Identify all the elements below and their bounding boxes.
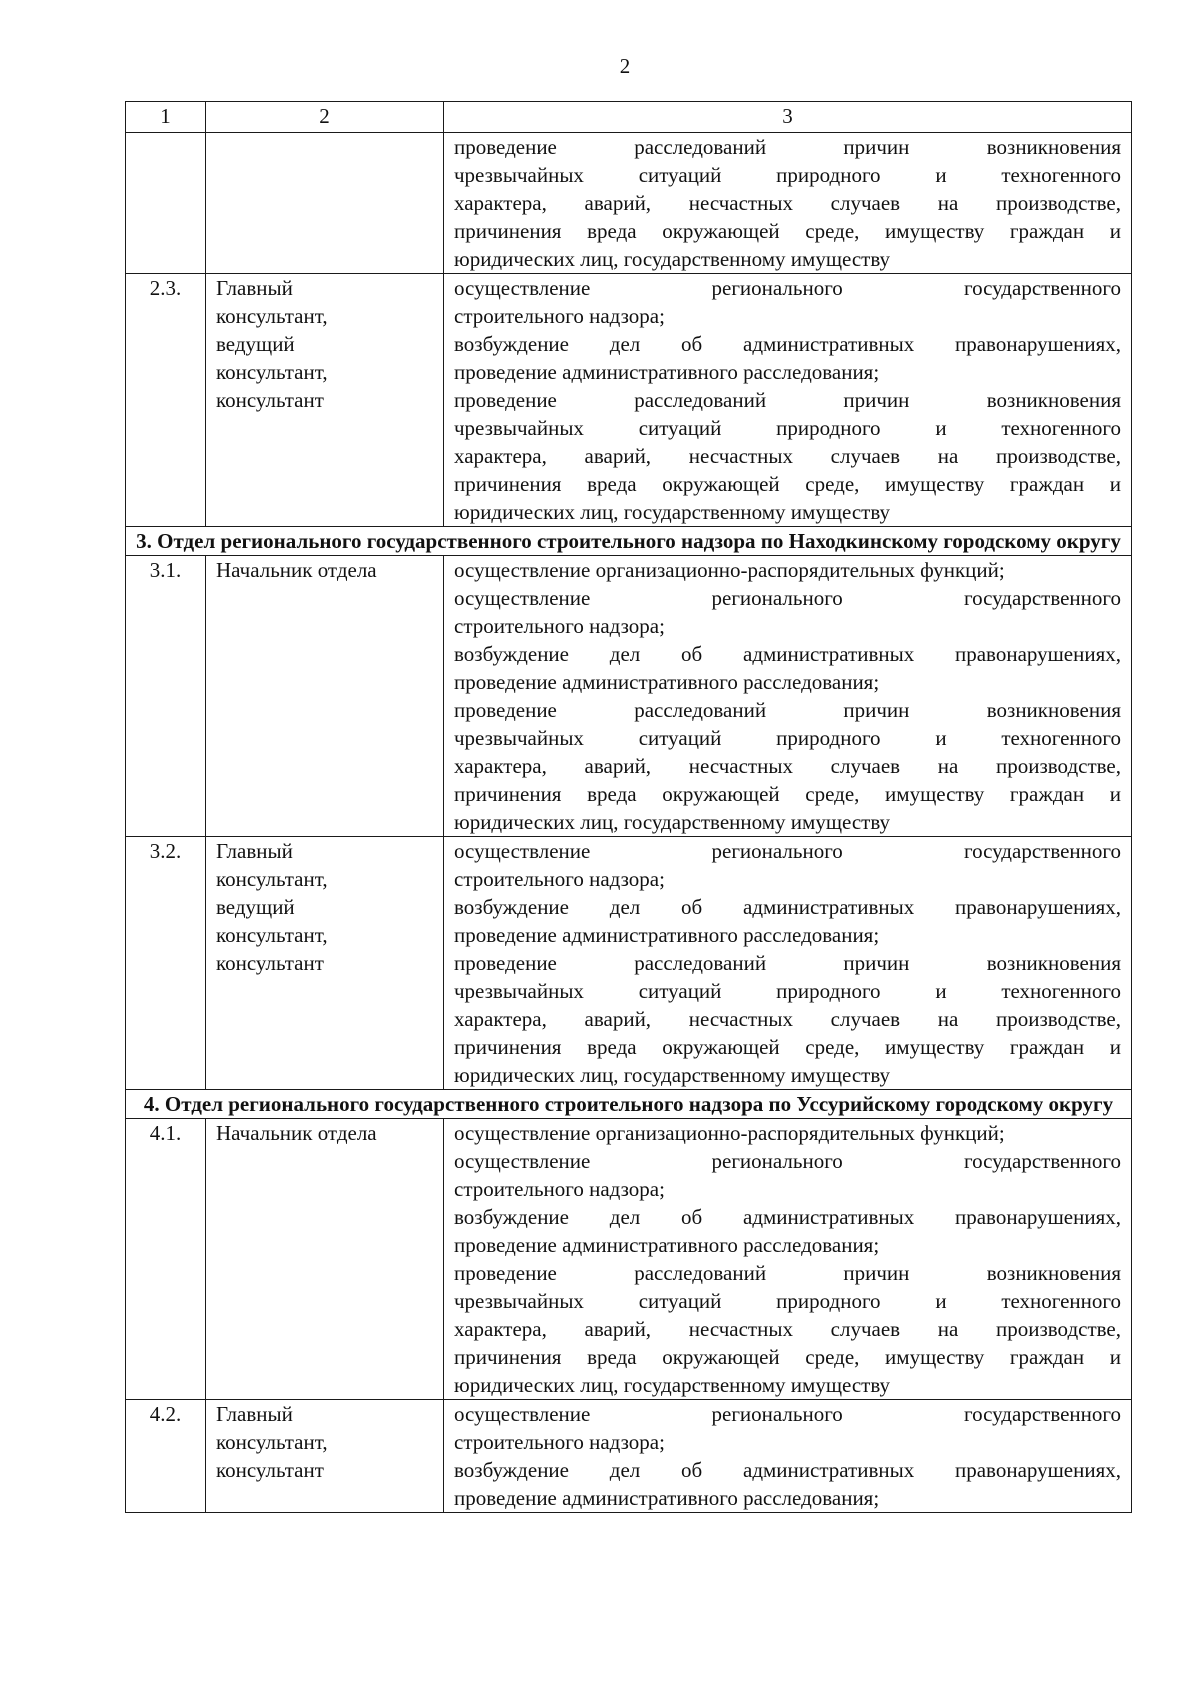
section-title: 4. Отдел регионального государственного строительного надзора по Уссурийскому городскому округу (126, 1090, 1132, 1119)
position-title: Главный консультант, консультант (206, 1400, 444, 1513)
column-number-1: 1 (126, 102, 206, 133)
position-cell (206, 133, 444, 274)
position-title: Начальник отдела (206, 556, 444, 837)
duty-line: проведение расследований причин возникновения (454, 698, 1121, 722)
duty-line: характера, аварий, несчастных случаев на производстве, (454, 1007, 1121, 1031)
duty-line: проведение административного расследования; (454, 670, 880, 694)
duty-line: проведение расследований причин возникновения (454, 1261, 1121, 1285)
section-title: 3. Отдел регионального государственного строительного надзора по Находкинскому городскому округу (126, 527, 1132, 556)
table-row-2-3 (126, 274, 1132, 527)
duty-line: возбуждение дел об административных правонарушениях, (454, 642, 1121, 666)
duty-line: возбуждение дел об административных правонарушениях, (454, 332, 1121, 356)
duty-line: чрезвычайных ситуаций природного и техногенного (454, 163, 1121, 187)
table-row-4-2 (126, 1400, 1132, 1513)
duty-line: проведение административного расследования; (454, 360, 880, 384)
duty-line: чрезвычайных ситуаций природного и техногенного (454, 1289, 1121, 1313)
duty-line: возбуждение дел об административных правонарушениях, (454, 1205, 1121, 1229)
duty-line: проведение расследований причин возникновения (454, 135, 1121, 159)
page-number: 2 (619, 54, 631, 78)
duty-line: юридических лиц, государственному имуществу (454, 247, 891, 271)
row-number: 4.2. (126, 1400, 206, 1513)
row-number: 4.1. (126, 1119, 206, 1400)
table-header-row (126, 102, 1132, 133)
duty-line: строительного надзора; (454, 614, 665, 638)
duty-line: чрезвычайных ситуаций природного и техногенного (454, 416, 1121, 440)
duty-line: строительного надзора; (454, 867, 665, 891)
duty-line: строительного надзора; (454, 1430, 665, 1454)
duty-line: проведение административного расследования; (454, 1486, 880, 1510)
duties-table (125, 101, 1132, 1513)
duty-line: причинения вреда окружающей среде, имуществу граждан и (454, 472, 1121, 496)
duties-cell (444, 133, 1132, 274)
duty-line: осуществление регионального государственного (454, 586, 1121, 610)
duty-line: осуществление регионального государственного (454, 839, 1121, 863)
duty-line: осуществление регионального государственного (454, 1402, 1121, 1426)
duty-line: причинения вреда окружающей среде, имуществу граждан и (454, 782, 1121, 806)
section-header-3 (126, 527, 1132, 556)
row-number-cell (126, 133, 206, 274)
duty-line: характера, аварий, несчастных случаев на производстве, (454, 191, 1121, 215)
column-number-2: 2 (206, 102, 444, 133)
duty-line: проведение расследований причин возникновения (454, 951, 1121, 975)
row-number: 3.2. (126, 837, 206, 1090)
duty-line: характера, аварий, несчастных случаев на производстве, (454, 444, 1121, 468)
duty-line: проведение административного расследования; (454, 923, 880, 947)
position-title: Начальник отдела (206, 1119, 444, 1400)
duty-line: характера, аварий, несчастных случаев на производстве, (454, 754, 1121, 778)
duty-line: характера, аварий, несчастных случаев на производстве, (454, 1317, 1121, 1341)
position-title: Главный консультант, ведущий консультант, консультант (206, 837, 444, 1090)
duty-line: возбуждение дел об административных правонарушениях, (454, 895, 1121, 919)
duties-cell (444, 1119, 1132, 1400)
position-title: Главный консультант, ведущий консультант, консультант (206, 274, 444, 527)
duty-line: возбуждение дел об административных правонарушениях, (454, 1458, 1121, 1482)
duty-line: чрезвычайных ситуаций природного и техногенного (454, 726, 1121, 750)
duties-cell (444, 837, 1132, 1090)
duty-line: осуществление регионального государственного (454, 1149, 1121, 1173)
table-row-4-1 (126, 1119, 1132, 1400)
section-header-4 (126, 1090, 1132, 1119)
duties-cell (444, 274, 1132, 527)
duty-line: чрезвычайных ситуаций природного и техногенного (454, 979, 1121, 1003)
row-number: 3.1. (126, 556, 206, 837)
column-number-3: 3 (444, 102, 1132, 133)
duty-line: строительного надзора; (454, 1177, 665, 1201)
duty-line: проведение расследований причин возникновения (454, 388, 1121, 412)
duty-line: юридических лиц, государственному имуществу (454, 1373, 891, 1397)
duty-line: осуществление организационно-распорядительных функций; (454, 1121, 1005, 1145)
duty-line: осуществление регионального государственного (454, 276, 1121, 300)
duty-line: строительного надзора; (454, 304, 665, 328)
duty-line: причинения вреда окружающей среде, имуществу граждан и (454, 1345, 1121, 1369)
duties-cell (444, 556, 1132, 837)
table-row-3-1 (126, 556, 1132, 837)
table-row-continuation (126, 133, 1132, 274)
duty-line: осуществление организационно-распорядительных функций; (454, 558, 1005, 582)
table-row-3-2 (126, 837, 1132, 1090)
duties-cell (444, 1400, 1132, 1513)
duty-line: причинения вреда окружающей среде, имуществу граждан и (454, 219, 1121, 243)
duty-line: причинения вреда окружающей среде, имуществу граждан и (454, 1035, 1121, 1059)
row-number: 2.3. (126, 274, 206, 527)
duty-line: юридических лиц, государственному имуществу (454, 500, 891, 524)
duty-line: проведение административного расследования; (454, 1233, 880, 1257)
duty-line: юридических лиц, государственному имуществу (454, 810, 891, 834)
duty-line: юридических лиц, государственному имуществу (454, 1063, 891, 1087)
